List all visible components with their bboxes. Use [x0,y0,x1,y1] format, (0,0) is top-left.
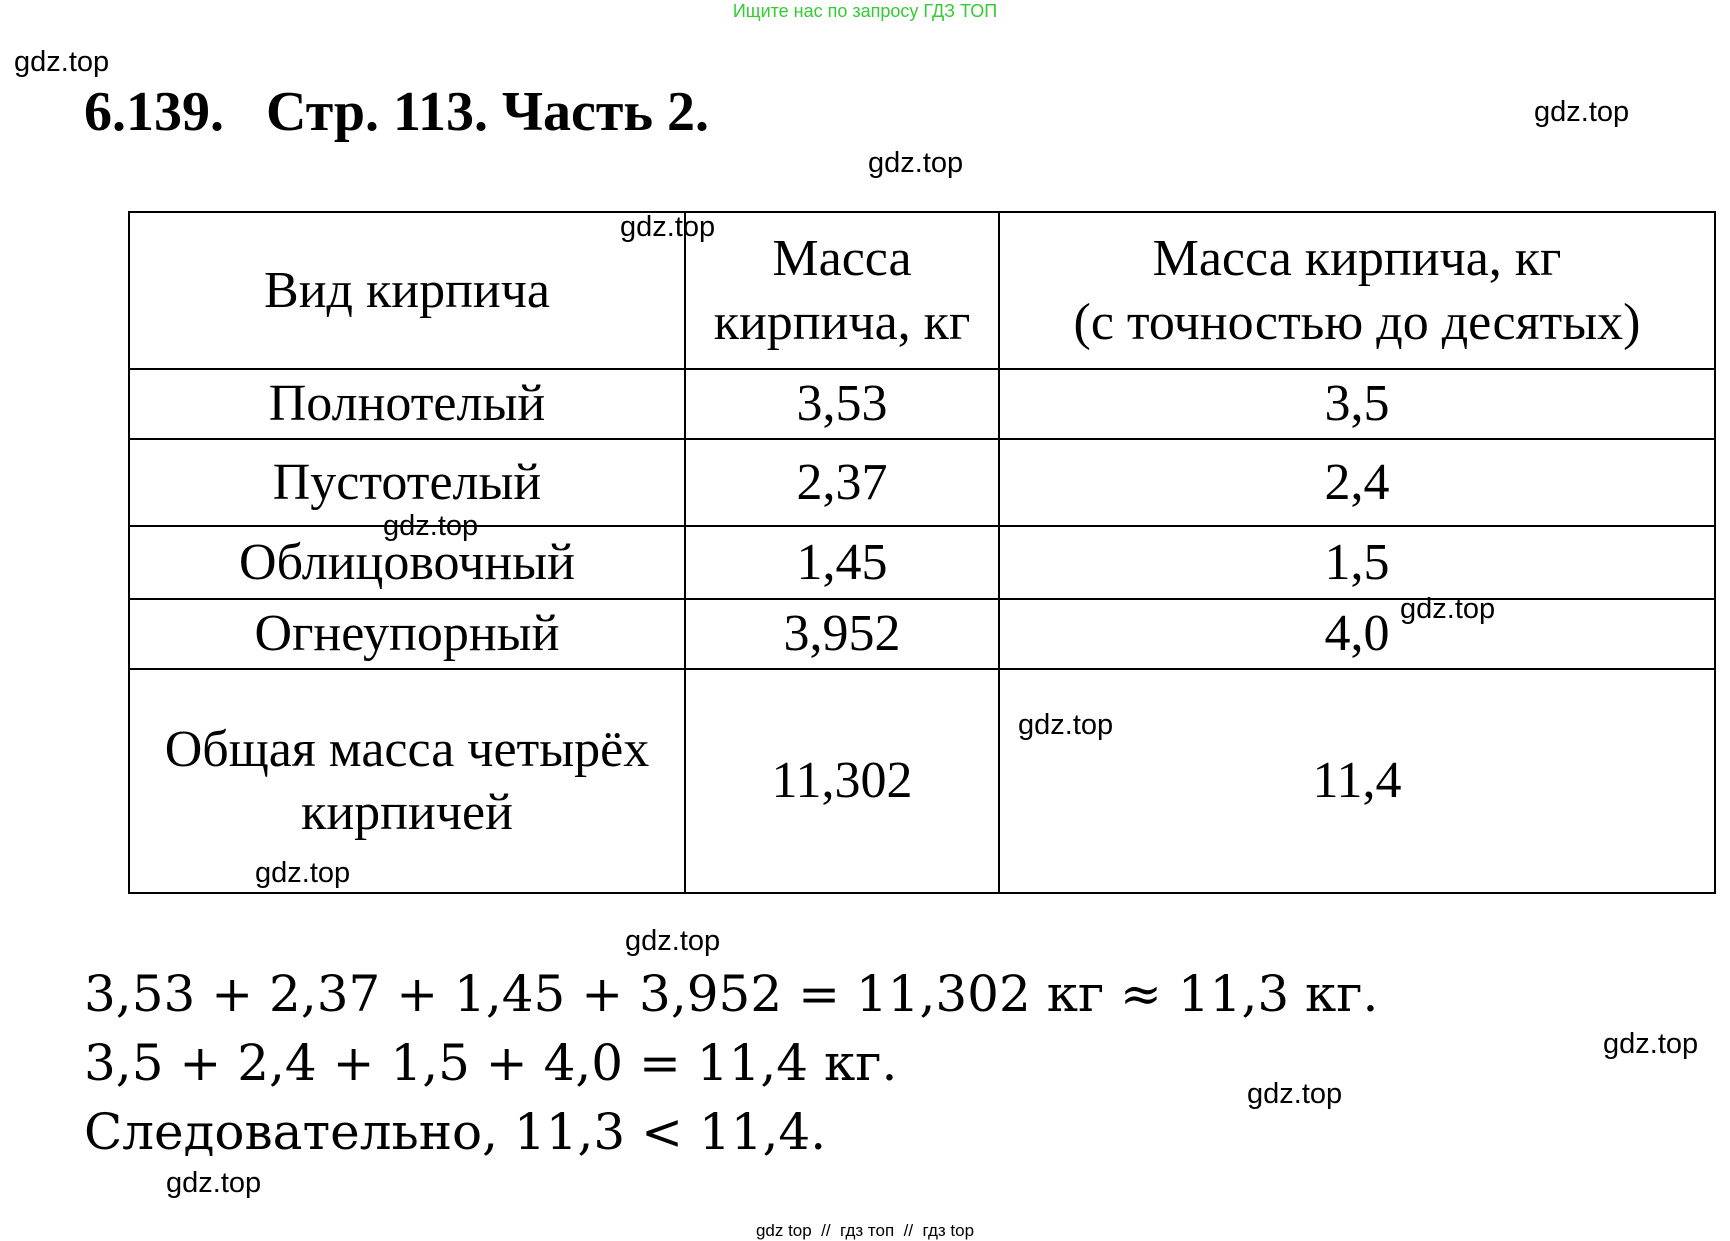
brick-mass-table [128,211,1716,894]
mass-cell: 1,45 [685,526,999,599]
rounded-mass-cell: 4,0 [999,599,1715,669]
table-row [129,439,1715,526]
watermark: gdz.top [868,147,964,179]
watermark: gdz.top [1018,709,1114,741]
watermark: gdz.top [166,1167,262,1199]
header-brick-mass: Масса кирпича, кг [685,212,999,369]
table-row [129,369,1715,439]
mass-cell: 3,952 [685,599,999,669]
mass-cell: 3,53 [685,369,999,439]
watermark: gdz.top [625,925,721,957]
mass-cell: 2,37 [685,439,999,526]
table-row [129,526,1715,599]
watermark: gdz.top [383,510,479,542]
watermark: gdz.top [620,211,716,243]
footer-links: gdz top // гдз топ // гдз top [755,1221,975,1240]
watermark: gdz.top [1603,1028,1699,1060]
table-total-row [129,669,1715,893]
conclusion-line: Следовательно, 11,3 < 11,4. [84,1103,827,1161]
brick-type-cell: Пустотелый [129,439,685,526]
page-title: 6.139. Стр. 113. Часть 2. [84,81,710,143]
watermark: gdz.top [1400,593,1496,625]
top-banner: Ищите нас по запросу ГДЗ ТОП [732,1,998,21]
calculation-line-1: 3,53 + 2,37 + 1,45 + 3,952 = 11,302 кг ≈ 11,3 кг. [84,965,1379,1023]
total-rounded-mass-cell: 11,4 [999,669,1715,893]
rounded-mass-cell: 1,5 [999,526,1715,599]
table-header-row [129,212,1715,369]
watermark: gdz.top [1247,1078,1343,1110]
header-rounded-mass: Масса кирпича, кг (с точностью до десятых) [999,212,1715,369]
rounded-mass-cell: 3,5 [999,369,1715,439]
watermark: gdz.top [1534,96,1630,128]
header-brick-type: Вид кирпича [129,212,685,369]
watermark: gdz.top [255,857,351,889]
total-mass-cell: 11,302 [685,669,999,893]
brick-type-cell: Полнотелый [129,369,685,439]
calculation-line-2: 3,5 + 2,4 + 1,5 + 4,0 = 11,4 кг. [84,1034,898,1092]
brick-type-cell: Огнеупорный [129,599,685,669]
watermark: gdz.top [14,46,110,78]
rounded-mass-cell: 2,4 [999,439,1715,526]
total-label-cell: Общая масса четырёх кирпичей [129,669,685,893]
brick-type-cell: Облицовочный [129,526,685,599]
